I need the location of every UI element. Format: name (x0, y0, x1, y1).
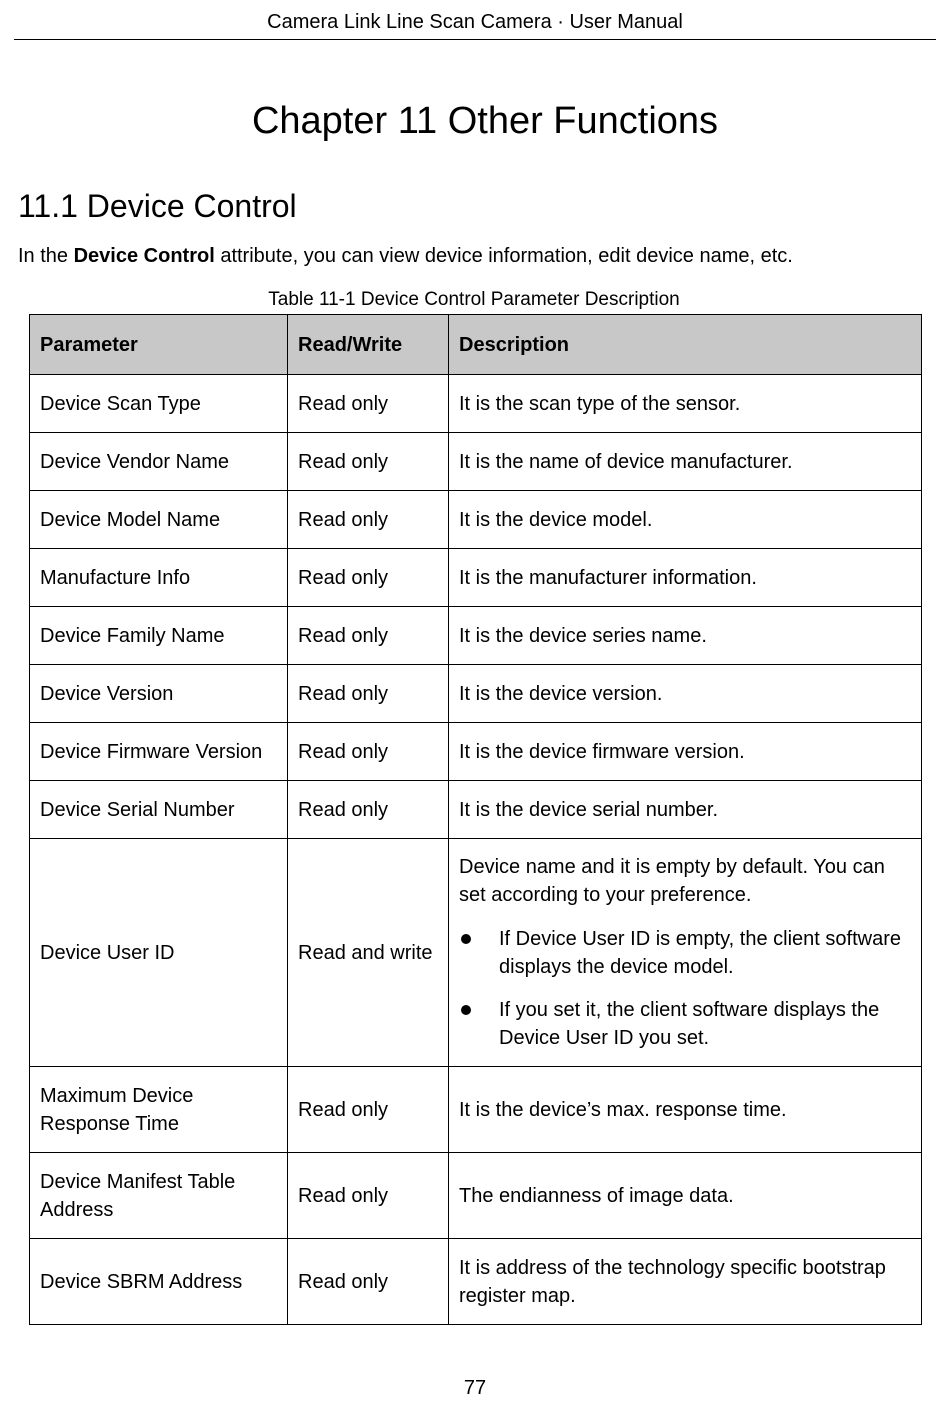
running-header: Camera Link Line Scan Camera · User Manual (267, 11, 683, 33)
access-cell: Read only (288, 375, 449, 433)
table-row (30, 723, 922, 781)
parameter-cell: Device Model Name (30, 491, 288, 549)
parameter-cell: Maximum Device Response Time (30, 1067, 288, 1153)
description-cell: It is the manufacturer information. (449, 549, 922, 607)
bullet-text: If Device User ID is empty, the client software displays the device model. (499, 928, 901, 978)
intro-paragraph (18, 245, 793, 268)
access-cell: Read only (288, 549, 449, 607)
bullet-item (459, 996, 911, 1052)
access-cell: Read only (288, 1153, 449, 1239)
access-cell: Read only (288, 491, 449, 549)
bullet-text: If you set it, the client software displays the Device User ID you set. (499, 999, 880, 1049)
chapter-title: Chapter 11 Other Functions (251, 100, 719, 142)
description-cell: It is address of the technology specific bootstrap register map. (449, 1239, 922, 1325)
bullet-list (459, 925, 911, 1052)
description-cell: It is the device firmware version. (449, 723, 922, 781)
section-title: 11.1 Device Control (18, 188, 297, 224)
header-rule (14, 39, 936, 40)
table-caption: Table 11-1 Device Control Parameter Description (268, 289, 680, 310)
parameter-cell: Device SBRM Address (30, 1239, 288, 1325)
bullet-dot-icon (461, 1005, 471, 1015)
parameter-cell: Device Firmware Version (30, 723, 288, 781)
table-row (30, 375, 922, 433)
table-header-row (30, 315, 922, 375)
access-cell: Read only (288, 1239, 449, 1325)
intro-text-after: attribute, you can view device information, edit device name, etc. (214, 245, 793, 267)
parameter-cell: Device Family Name (30, 607, 288, 665)
table-row (30, 839, 922, 1067)
header-read-write: Read/Write (288, 315, 449, 375)
page-number: 77 (463, 1377, 487, 1399)
table-row (30, 549, 922, 607)
access-cell: Read and write (288, 839, 449, 1067)
parameter-cell: Device Serial Number (30, 781, 288, 839)
table-row (30, 607, 922, 665)
parameter-cell: Device User ID (30, 839, 288, 1067)
header-parameter: Parameter (30, 315, 288, 375)
table-row (30, 665, 922, 723)
description-cell: The endianness of image data. (449, 1153, 922, 1239)
description-cell: It is the device series name. (449, 607, 922, 665)
access-cell: Read only (288, 433, 449, 491)
header-description: Description (449, 315, 922, 375)
bullet-item (459, 925, 911, 981)
bullet-dot-icon (461, 934, 471, 944)
description-cell: It is the device version. (449, 665, 922, 723)
access-cell: Read only (288, 781, 449, 839)
table-row (30, 1153, 922, 1239)
description-paragraph: Device name and it is empty by default. You can set according to your preference. (459, 856, 885, 906)
description-cell: It is the device model. (449, 491, 922, 549)
access-cell: Read only (288, 665, 449, 723)
table-row (30, 781, 922, 839)
intro-text-before: In the (18, 245, 74, 267)
description-cell: It is the device’s max. response time. (449, 1067, 922, 1153)
table-row (30, 1239, 922, 1325)
description-cell: It is the name of device manufacturer. (449, 433, 922, 491)
access-cell: Read only (288, 607, 449, 665)
parameter-cell: Device Scan Type (30, 375, 288, 433)
access-cell: Read only (288, 1067, 449, 1153)
parameter-cell: Manufacture Info (30, 549, 288, 607)
description-cell: It is the scan type of the sensor. (449, 375, 922, 433)
device-control-table (29, 314, 922, 1325)
table-row (30, 1067, 922, 1153)
table-row (30, 433, 922, 491)
description-cell (449, 839, 922, 1067)
parameter-cell: Device Version (30, 665, 288, 723)
access-cell: Read only (288, 723, 449, 781)
parameter-cell: Device Vendor Name (30, 433, 288, 491)
parameter-cell: Device Manifest Table Address (30, 1153, 288, 1239)
table-row (30, 491, 922, 549)
intro-bold-term: Device Control (73, 245, 215, 267)
description-cell: It is the device serial number. (449, 781, 922, 839)
